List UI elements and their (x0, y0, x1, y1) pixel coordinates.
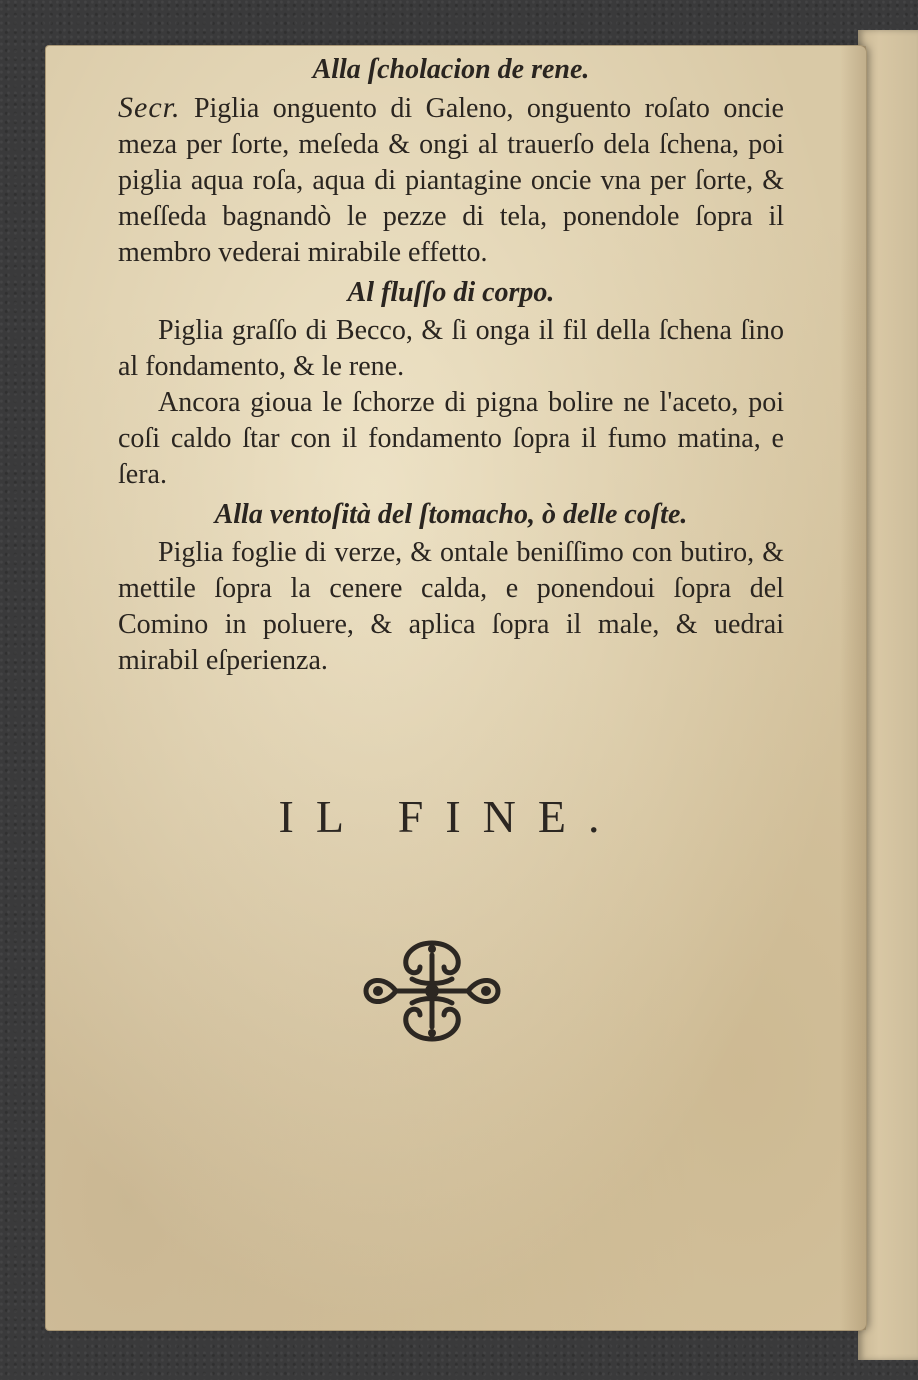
page-text (118, 48, 784, 679)
section-paragraph: Ancora gioua le ſchorze di pigna bolire ne l'aceto, poi coſi caldo ſtar con il fondamento ſopra il fumo matina, e ſera. (118, 387, 784, 490)
marginal-note: Secr. (118, 91, 181, 124)
facing-page-edge (858, 30, 918, 1360)
gutter-shadow (840, 46, 866, 1330)
section-paragraph (118, 90, 784, 271)
section-paragraph: Piglia foglie di verze, & ontale beniſſimo con butiro, & mettile ſopra la cenere calda, e ponendoui ſopra del Comino in poluere, & aplica ſopra il male, & uedrai mirabil eſperienza. (118, 537, 784, 676)
fleuron-ornament-icon (356, 935, 508, 1047)
section-heading: Alla ventoſità del ſtomacho, ò delle coſte. (214, 499, 688, 530)
section-heading: Al fluſſo di corpo. (347, 277, 555, 308)
closing-title: IL FINE. (278, 791, 622, 842)
section-paragraph: Piglia graſſo di Becco, & ſi onga il fil della ſchena ſino al fondamento, & le rene. (118, 315, 784, 382)
paragraph-text: Piglia onguento di Galeno, onguento roſato oncie meza per ſorte, meſeda & ongi al trauerſo dela ſchena, poi piglia aqua roſa, aqua di piantagine oncie vna per ſorte, & meſſeda bagnandò le pezze di tela, ponendole ſopra il membro vederai mirabile effetto. (118, 93, 784, 268)
section-heading: Alla ſcholacion de rene. (312, 54, 590, 85)
